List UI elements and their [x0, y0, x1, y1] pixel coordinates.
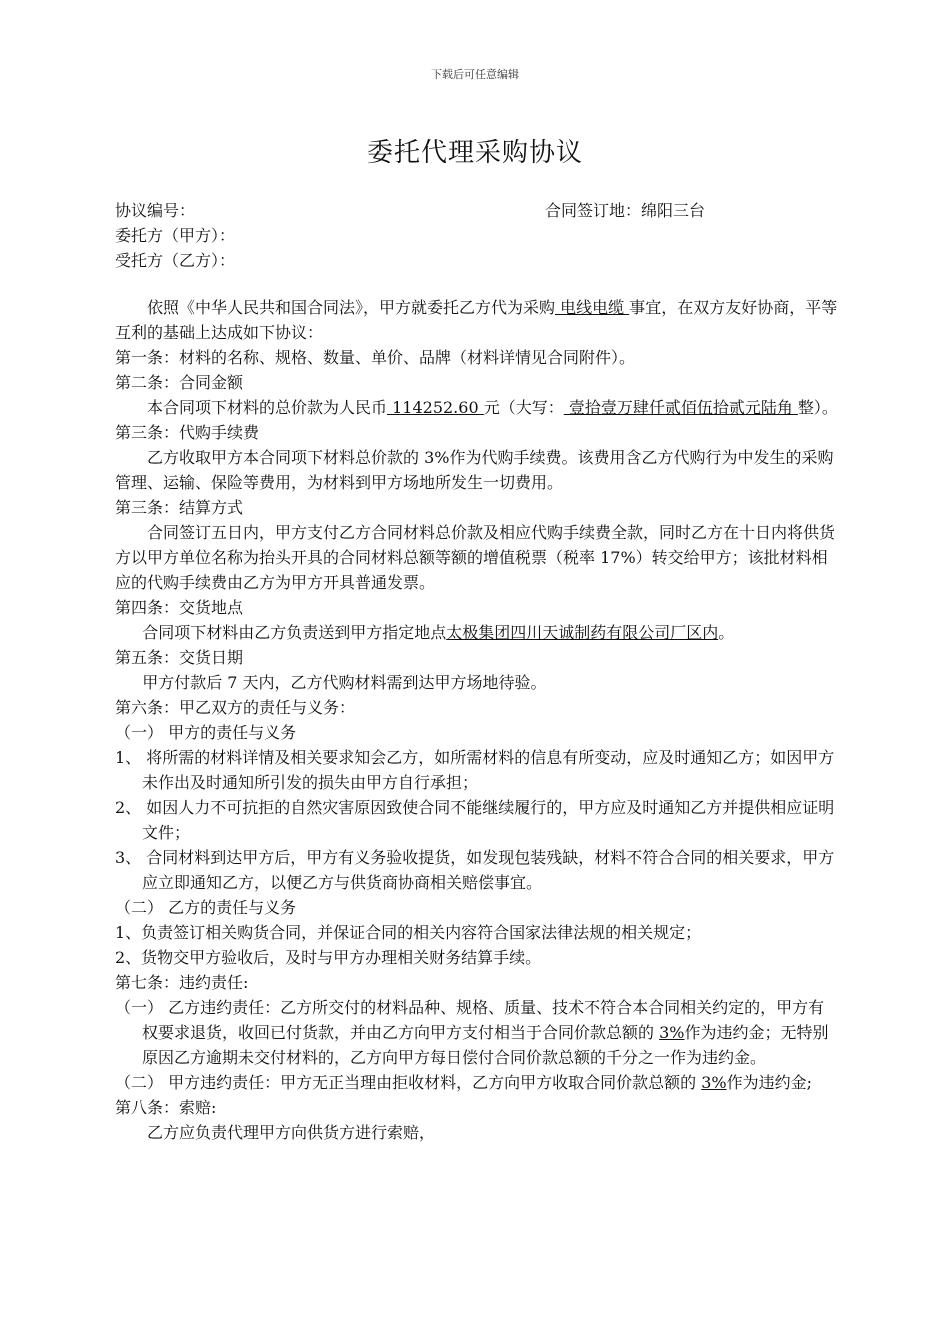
article-6-b-item: 1、负责签订相关购货合同，并保证合同的相关内容符合国家法律法规的相关规定； [115, 923, 702, 942]
article-6-b-item: 2、货物交甲方验收后，及时与甲方办理相关财务结算手续。 [115, 948, 542, 967]
document-body [115, 198, 840, 1145]
amount-chinese: 壹拾壹万肆仟贰佰伍拾贰元陆角 [563, 398, 798, 417]
article-7-party-b [115, 995, 840, 1070]
penalty-a-post: 作为违约金; [726, 1073, 812, 1092]
article-6-b-title: （二） 乙方的责任与义务 [115, 898, 297, 917]
party-a: 委托方（甲方）： [115, 226, 236, 245]
article-6-a-item: 2、 如因人力不可抗拒的自然灾害原因致使合同不能继续履行的，甲方应及时通知乙方并提供相应证明文件； [115, 798, 835, 842]
intro-post: 事宜，在双方友好协商，平等互利的基础上达成如下协议： [115, 298, 838, 342]
penalty-a-rate: 3% [701, 1073, 727, 1092]
article-4-title: 第四条：交货地点 [115, 598, 244, 617]
purchase-item: 电线电缆 [555, 298, 630, 317]
article-2-title: 第二条：合同金额 [115, 373, 244, 392]
article-3-title: 第三条：代购手续费 [115, 423, 260, 442]
article-8-text: 乙方应负责代理甲方向供货方进行索赔， [147, 1123, 436, 1142]
article-6-a-item: 1、 将所需的材料详情及相关要求知会乙方，如所需材料的信息有所变动，应及时通知乙方；如因甲方未作出及时通知所引发的损失由甲方自行承担； [115, 748, 835, 792]
article-2-text [115, 395, 840, 420]
delivery-post: 。 [718, 623, 735, 642]
sign-place: 合同签订地：绵阳三台 [545, 201, 706, 220]
amount-post: 整）。 [797, 398, 838, 417]
article-3-text: 乙方收取甲方本合同项下材料总价款的 3%作为代购手续费。该费用含乙方代购行为中发生的采购管理、运输、保险等费用，为材料到甲方场地所发生一切费用。 [115, 448, 834, 492]
delivery-place: 太极集团四川天诚制药有限公司厂区内 [446, 623, 719, 642]
article-8-title: 第八条：索赔: [115, 1098, 217, 1117]
article-6-a-item: 3、 合同材料到达甲方后，甲方有义务验收提货，如发现包装残缺，材料不符合合同的相关要求，甲方应立即通知乙方，以便乙方与供货商协商相关赔偿事宜。 [115, 848, 835, 892]
penalty-b-pre: （一） 乙方违约责任：乙方所交付的材料品种、规格、质量、技术不符合本合同相关约定的，甲方有权要求退货，收回已付货款，并由乙方向甲方支付相当于合同价款总额的 [115, 998, 825, 1042]
article-7-title: 第七条：违约责任: [115, 973, 249, 992]
delivery-pre: 合同项下材料由乙方负责送到甲方指定地点 [142, 623, 447, 642]
amount-pre: 本合同项下材料的总价款为人民币 [147, 398, 388, 417]
intro-paragraph [115, 295, 840, 345]
article-5-title: 第五条：交货日期 [115, 648, 244, 667]
document-title: 委托代理采购协议 [366, 138, 583, 168]
amount-number: 114252.60 [387, 398, 484, 417]
party-b: 受托方（乙方）： [115, 251, 236, 270]
article-7-party-a [115, 1070, 840, 1095]
article-3b-title: 第三条：结算方式 [115, 498, 244, 517]
article-5-text: 甲方付款后 7 天内，乙方代购材料需到达甲方场地待验。 [142, 673, 547, 692]
article-4-text [115, 620, 840, 645]
page-header: 下载后可任意编辑 [431, 68, 519, 81]
meta-row [115, 198, 840, 223]
article-6-title: 第六条：甲乙双方的责任与义务： [115, 698, 356, 717]
article-3b-text: 合同签订五日内，甲方支付乙方合同材料总价款及相应代购手续费全款，同时乙方在十日内将供货方以甲方单位名称为抬头开具的合同材料总额等额的增值税票（税率 17%）转交给甲方；该批材料相应的代购手续费由乙方为甲方开具普通发票。 [115, 523, 836, 592]
amount-mid: 元（大写： [483, 398, 564, 417]
penalty-b-post: 作为违约金；无特别原因乙方逾期未交付材料的，乙方向甲方每日偿付合同价款总额的千分之一作为违约金。 [142, 1023, 829, 1067]
article-1: 第一条：材料的名称、规格、数量、单价、品牌（材料详情见合同附件）。 [115, 348, 636, 367]
agreement-number: 协议编号： [115, 201, 196, 220]
intro-pre: 依照《中华人民共和国合同法》，甲方就委托乙方代为采购 [147, 298, 556, 317]
penalty-a-pre: （二） 甲方违约责任：甲方无正当理由拒收材料，乙方向甲方收取合同价款总额的 [115, 1073, 702, 1092]
article-6-a-title: （一） 甲方的责任与义务 [115, 723, 297, 742]
penalty-b-rate: 3% [659, 1023, 685, 1042]
